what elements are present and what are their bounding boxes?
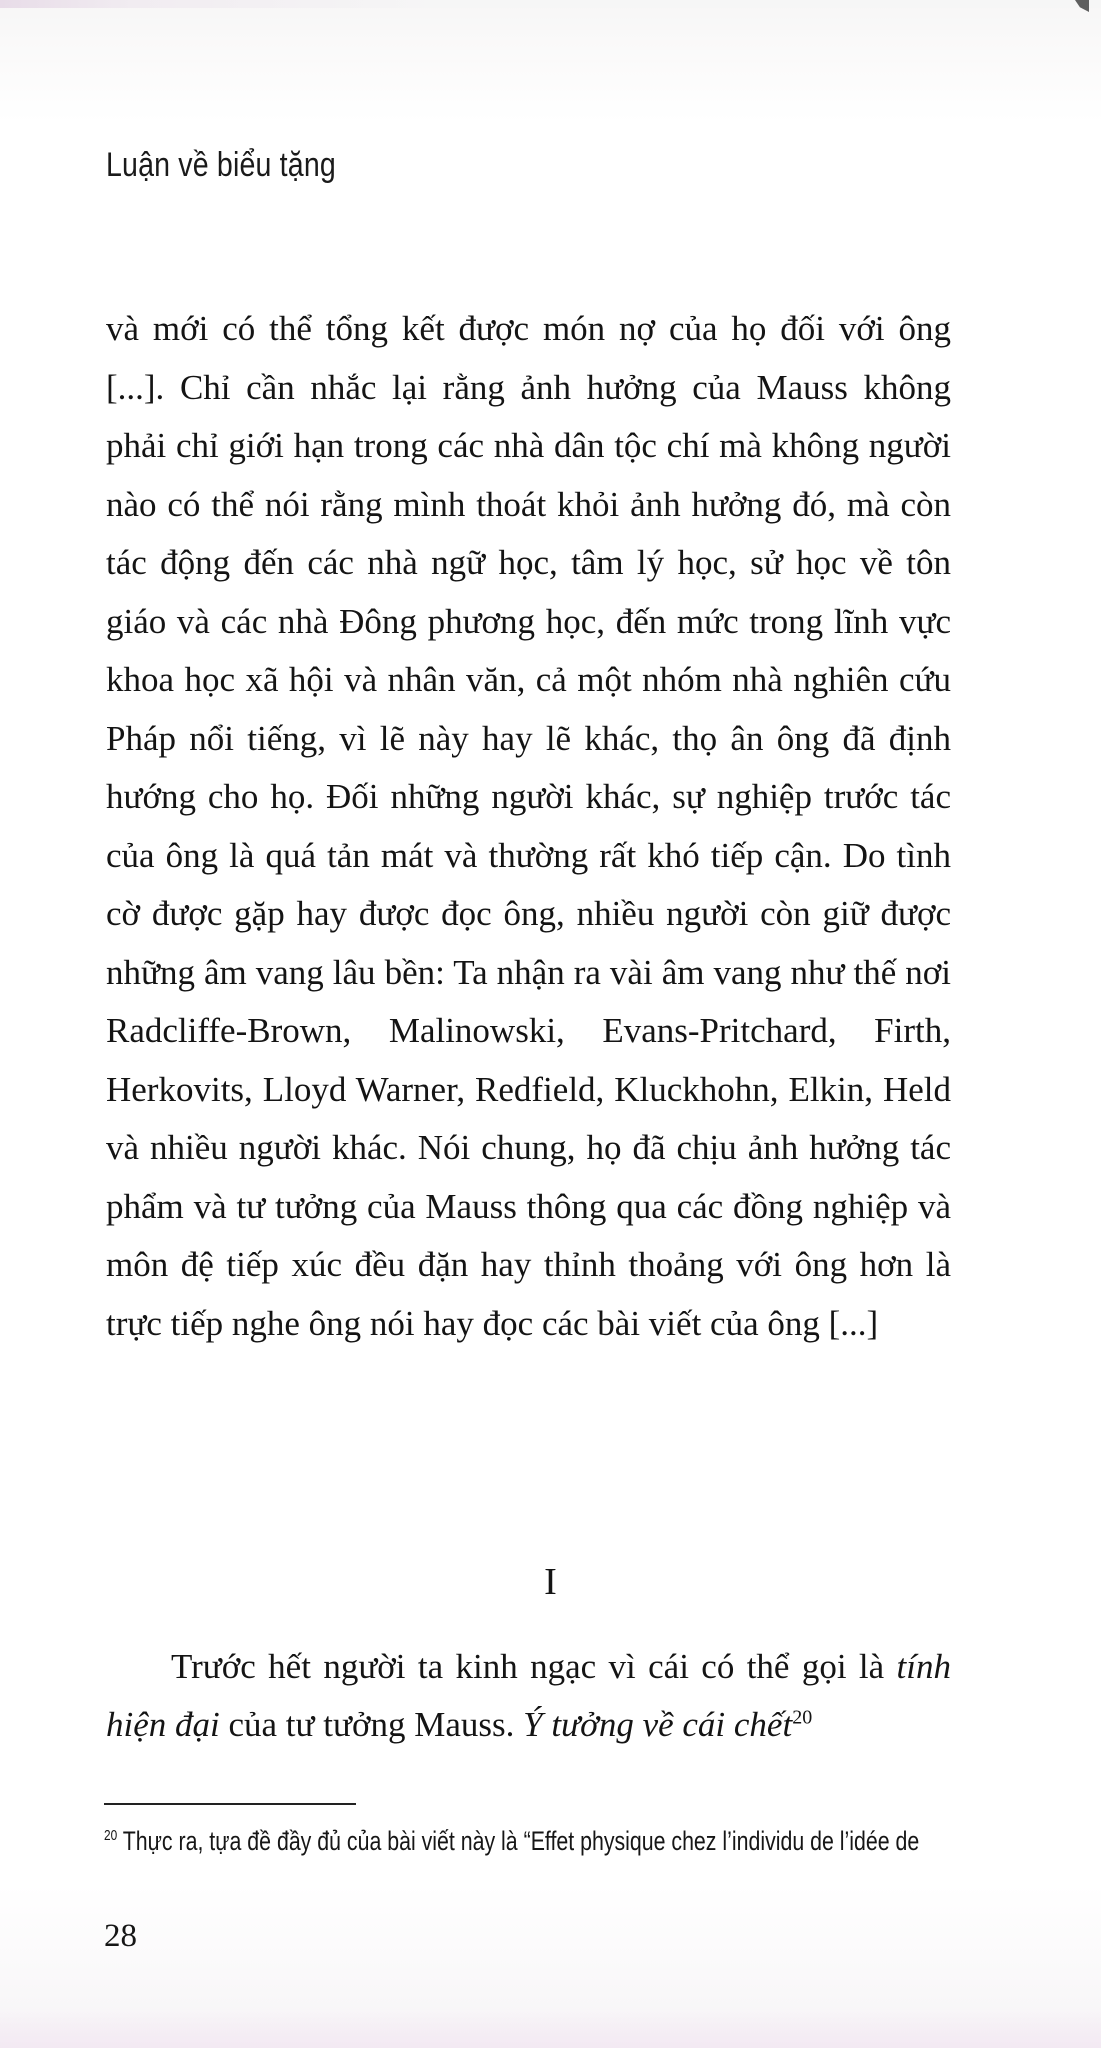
page-bottom-edge	[0, 2008, 1101, 2048]
page-top-edge	[0, 0, 1101, 8]
footnote-reference: 20	[792, 1706, 813, 1729]
body-text	[106, 300, 951, 1353]
second-paragraph-text-1: Trước hết người ta kinh ngạc vì cái có thể gọi là	[171, 1647, 897, 1686]
body-paragraph: và mới có thể tổng kết được món nợ của họ đối với ông [...]. Chỉ cần nhắc lại rằng ảnh hưởng của Mauss không phải chỉ giới hạn trong các nhà dân tộc chí mà không người nào có thể nói rằng mình thoát khỏi ảnh hưởng đó, mà còn tác động đến các nhà ngữ học, tâm lý học, sử học về tôn giáo và các nhà Đông phương học, đến mức trong lĩnh vực khoa học xã hội và nhân văn, cả một nhóm nhà nghiên cứu Pháp nổi tiếng, vì lẽ này hay lẽ khác, thọ ân ông đã định hướng cho họ. Đối những người khác, sự nghiệp trước tác của ông là quá tản mát và thường rất khó tiếp cận. Do tình cờ được gặp hay được đọc ông, nhiều người còn giữ được những âm vang lâu bền: Ta nhận ra vài âm vang như thế nơi Radcliffe-Brown, Malinowski, Evans-Pritchard, Firth, Herkovits, Lloyd Warner, Redfield, Kluckhohn, Elkin, Held và nhiều người khác. Nói chung, họ đã chịu ảnh hưởng tác phẩm và tư tưởng của Mauss thông qua các đồng nghiệp và môn đệ tiếp xúc đều đặn hay thỉnh thoảng với ông hơn là trực tiếp nghe ông nói hay đọc các bài viết của ông [...]	[106, 309, 951, 1343]
section-marker: I	[544, 1561, 557, 1603]
second-paragraph-block	[106, 1638, 951, 1754]
footnote-text: Thực ra, tựa đề đầy đủ của bài viết này là “Effet physique chez l’individu de l’idée de	[117, 1826, 920, 1856]
italic-phrase-modernity: tính hiện đại	[106, 1647, 951, 1744]
footnote	[104, 1826, 919, 1857]
footnote-number: 20	[104, 1827, 118, 1844]
page-number: 28	[104, 1918, 137, 1954]
running-head: Luận về biểu tặng	[106, 146, 336, 184]
footnote-rule	[104, 1803, 356, 1805]
italic-phrase-idea-of-death: Ý tưởng về cái chết	[523, 1705, 793, 1744]
second-paragraph	[106, 1638, 951, 1754]
second-paragraph-text-2: của tư tưởng Mauss.	[219, 1705, 524, 1744]
